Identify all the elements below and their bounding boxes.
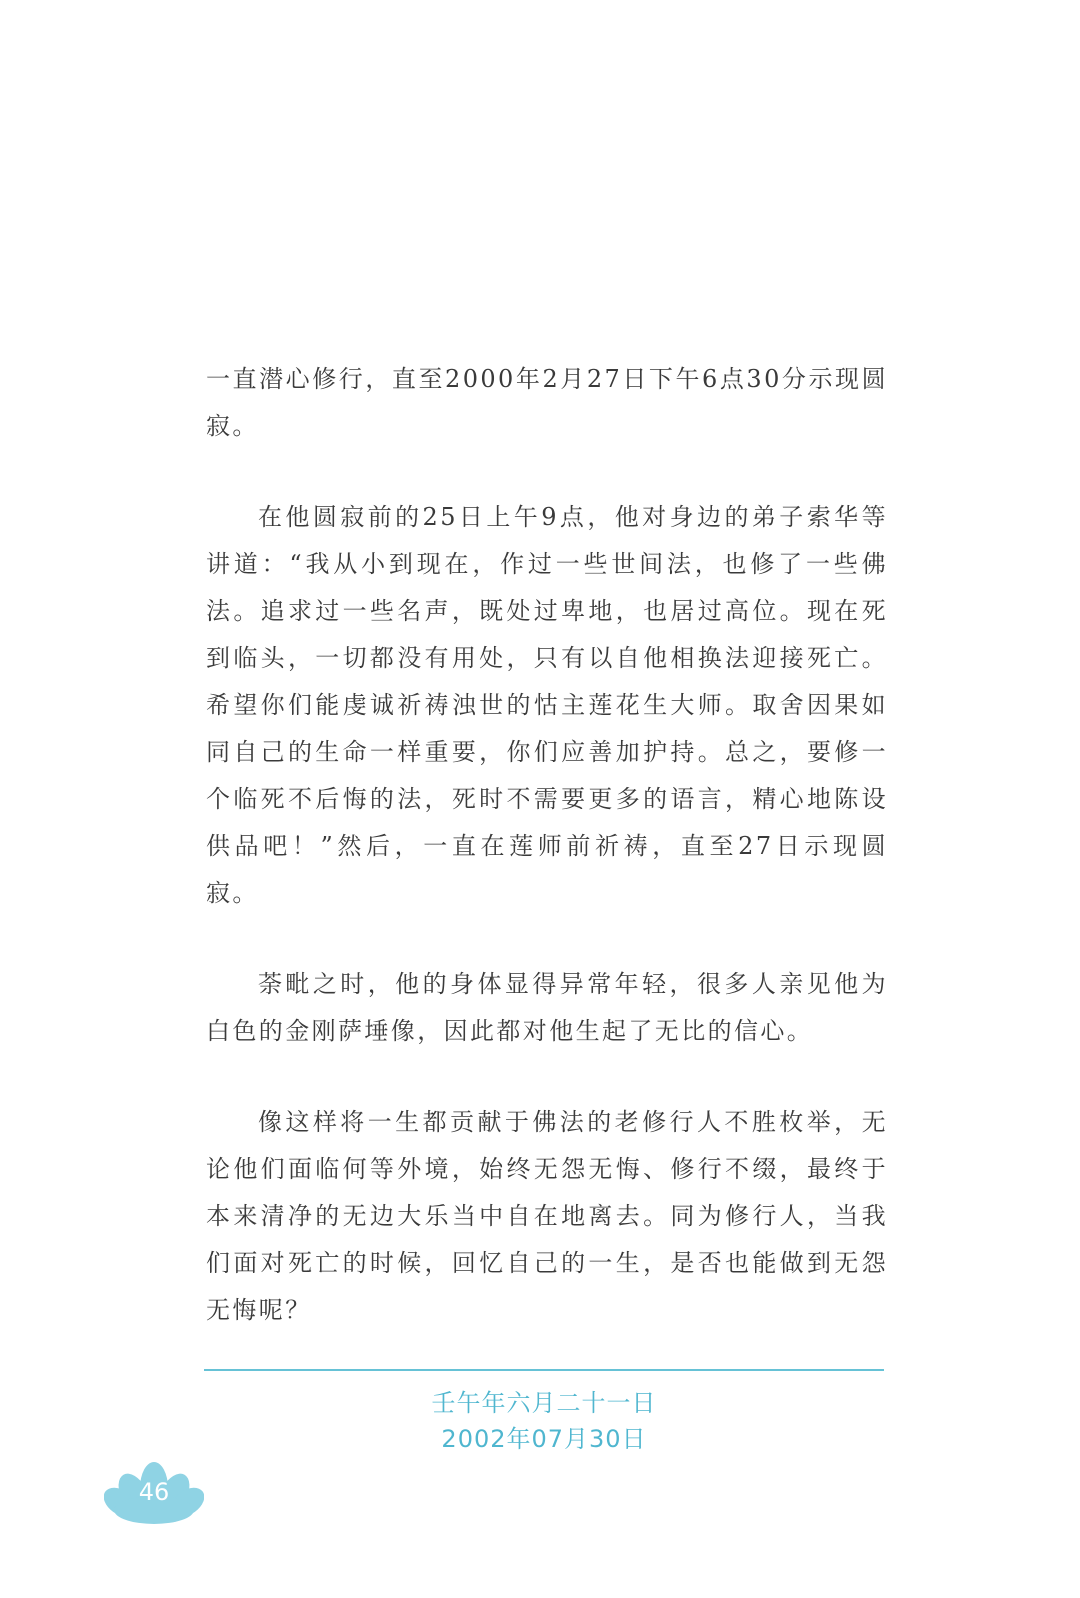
page-number: 46 xyxy=(138,1478,170,1506)
paragraph-4: 像这样将一生都贡献于佛法的老修行人不胜枚举，无论他们面临何等外境，始终无怨无悔、修行不缀，最终于本来清净的无边大乐当中自在地离去。同为修行人，当我们面对死亡的时候，回忆自己的一生，是否也能做到无怨无悔呢？ xyxy=(206,1108,888,1324)
paragraph-1: 一直潜心修行，直至2000年2月27日下午6点30分示现圆寂。 xyxy=(206,365,888,440)
footer-divider xyxy=(204,1369,884,1371)
lunar-date: 壬午年六月二十一日 xyxy=(431,1389,657,1417)
paragraph-2: 在他圆寂前的25日上午9点，他对身边的弟子索华等讲道：“我从小到现在，作过一些世间法，也修了一些佛法。追求过一些名声，既处过卑地，也居过高位。现在死到临头，一切都没有用处，只有以自他相换法迎接死亡。希望你们能虔诚祈祷浊世的怙主莲花生大师。取舍因果如同自己的生命一样重要，你们应善加护持。总之，要修一个临死不后悔的法，死时不需要更多的语言，精心地陈设供品吧！”然后，一直在莲师前祈祷，直至27日示现圆寂。 xyxy=(206,503,888,907)
paragraph-3: 荼毗之时，他的身体显得异常年轻，很多人亲见他为白色的金刚萨埵像，因此都对他生起了无比的信心。 xyxy=(206,970,888,1045)
gregorian-date: 2002年07月30日 xyxy=(441,1425,647,1453)
body-text xyxy=(206,356,888,1378)
